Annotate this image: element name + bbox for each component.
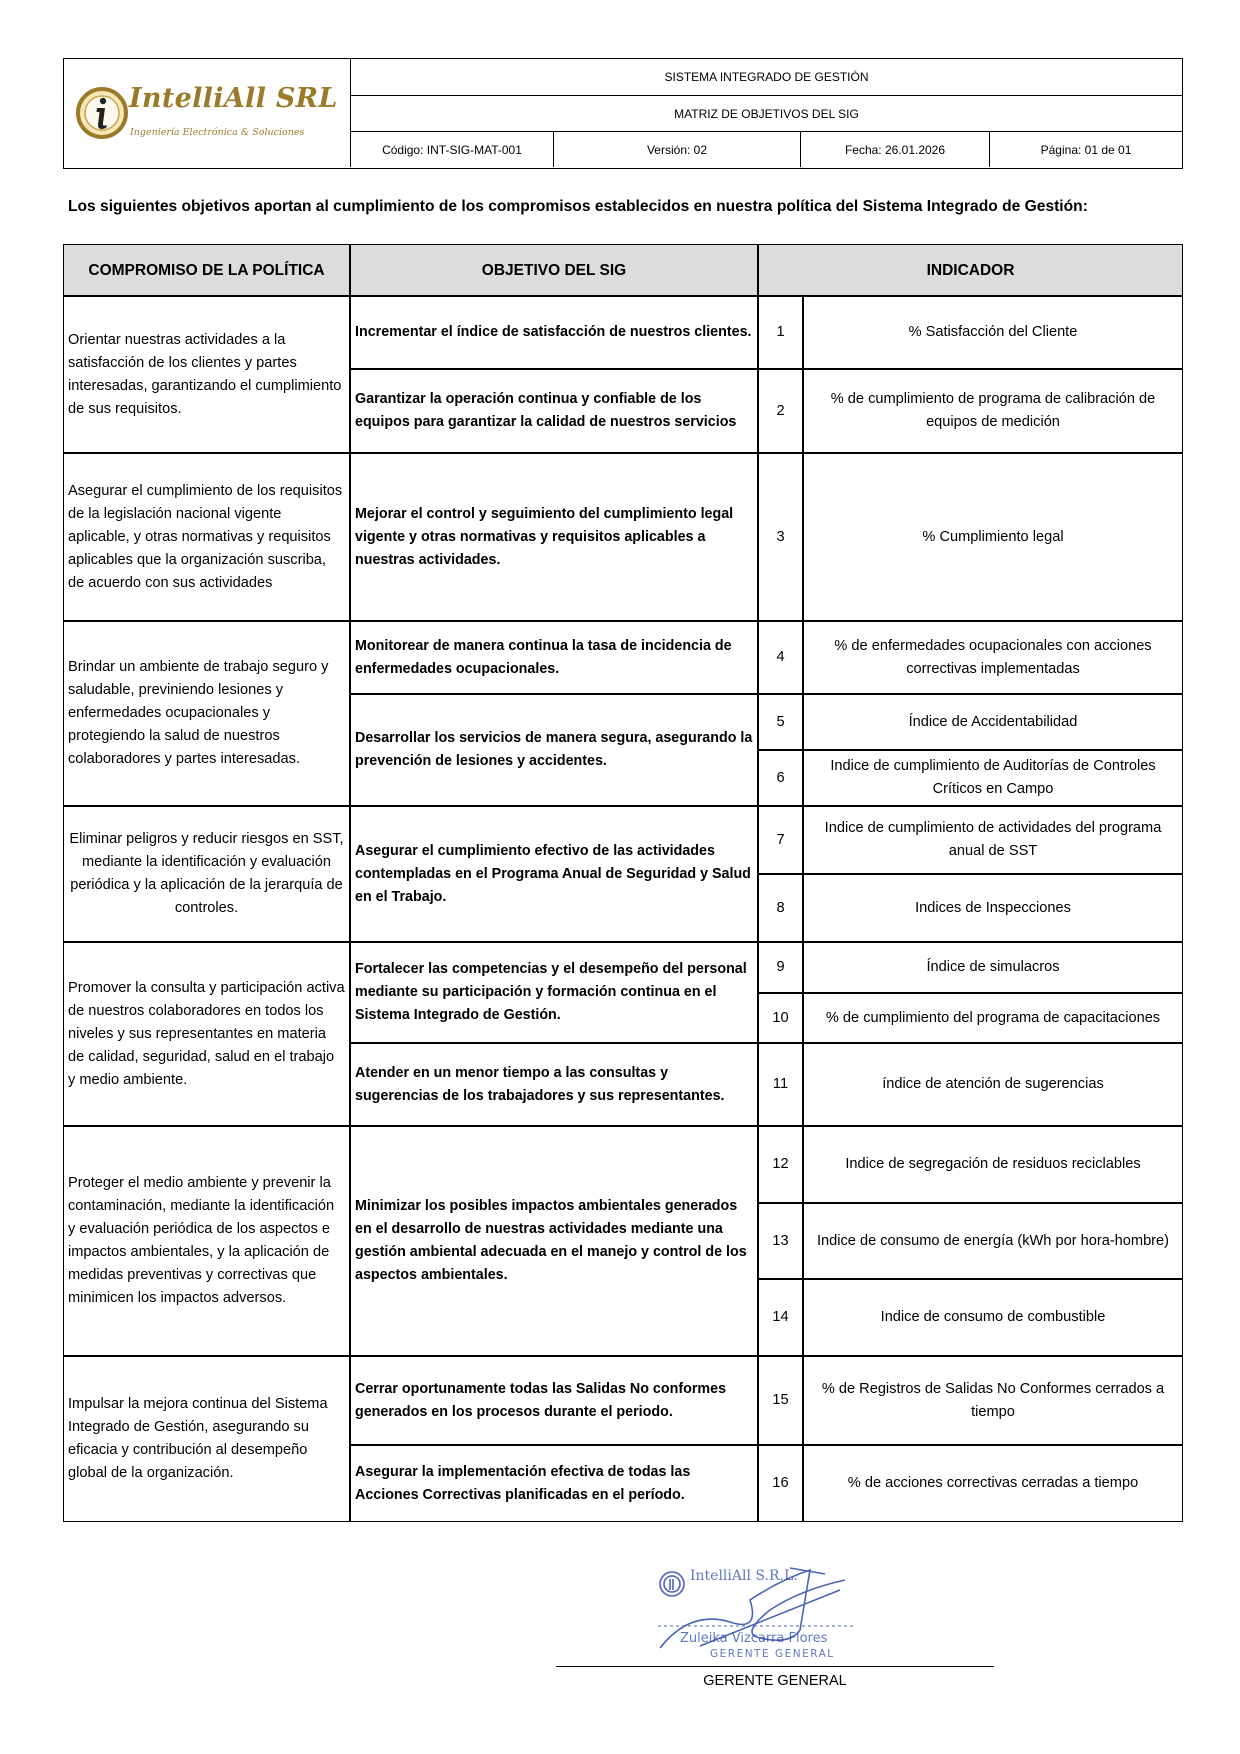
indicator-number: 3 xyxy=(758,453,803,621)
objective-cell: Minimizar los posibles impactos ambientales generados en el desarrollo de nuestras actividades mediante una gestión ambiental adecuada en el manejo y control de los aspectos ambientales. xyxy=(350,1126,758,1356)
indicator-number: 11 xyxy=(758,1043,803,1126)
signature-stamp xyxy=(640,1550,900,1660)
indicator-number: 12 xyxy=(758,1126,803,1203)
indicator-text: Indice de cumplimiento de Auditorías de Controles Críticos en Campo xyxy=(803,750,1183,806)
info-i-logo-icon xyxy=(74,81,134,145)
indicator-text: índice de atención de sugerencias xyxy=(803,1043,1183,1126)
commitment-cell: Impulsar la mejora continua del Sistema Integrado de Gestión, asegurando su eficacia y contribución al desempeño global de la organización. xyxy=(63,1356,350,1522)
indicator-text: % Satisfacción del Cliente xyxy=(803,296,1183,369)
indicator-text: Índice de Accidentabilidad xyxy=(803,694,1183,750)
indicator-text: % de acciones correctivas cerradas a tiempo xyxy=(803,1445,1183,1522)
objective-cell: Cerrar oportunamente todas las Salidas No conformes generados en los procesos durante el periodo. xyxy=(350,1356,758,1445)
indicator-text: Indice de segregación de residuos reciclables xyxy=(803,1126,1183,1203)
indicator-number: 15 xyxy=(758,1356,803,1445)
document-page: Página: 01 de 01 xyxy=(1040,142,1132,157)
logo-name: IntelliAll SRL xyxy=(129,83,338,114)
header-indicator: INDICADOR xyxy=(758,244,1183,296)
indicator-text: % de cumplimiento de programa de calibración de equipos de medición xyxy=(803,369,1183,453)
indicator-text: Indice de consumo de combustible xyxy=(803,1279,1183,1356)
svg-text:IntelliAll S.R.L.: IntelliAll S.R.L. xyxy=(690,1568,798,1584)
indicator-text: % de Registros de Salidas No Conformes cerrados a tiempo xyxy=(803,1356,1183,1445)
svg-text:Zuleika Vizcarra Flores: Zuleika Vizcarra Flores xyxy=(680,1631,828,1646)
indicator-number: 5 xyxy=(758,694,803,750)
logo-tagline: Ingeniería Electrónica & Soluciones xyxy=(130,127,305,138)
document-header xyxy=(63,58,1183,169)
signature-label: GERENTE GENERAL xyxy=(703,1673,847,1689)
commitment-cell: Orientar nuestras actividades a la satisfacción de los clientes y partes interesadas, garantizando el cumplimiento de sus requisitos. xyxy=(63,296,350,453)
objective-cell: Atender en un menor tiempo a las consultas y sugerencias de los trabajadores y sus representantes. xyxy=(350,1043,758,1126)
indicator-number: 13 xyxy=(758,1203,803,1279)
commitment-cell: Asegurar el cumplimiento de los requisitos de la legislación nacional vigente aplicable, y otras normativas y requisitos aplicables que la organización suscriba, de acuerdo con sus actividades xyxy=(63,453,350,621)
document-meta xyxy=(351,132,1182,167)
objective-cell: Asegurar el cumplimiento efectivo de las actividades contempladas en el Programa Anual de Seguridad y Salud en el Trabajo. xyxy=(350,806,758,942)
document-title: MATRIZ DE OBJETIVOS DEL SIG xyxy=(351,96,1182,132)
document-code: Código: INT-SIG-MAT-001 xyxy=(351,132,554,167)
indicator-number: 9 xyxy=(758,942,803,993)
objective-cell: Incrementar el índice de satisfacción de nuestros clientes. xyxy=(350,296,758,369)
objective-cell: Asegurar la implementación efectiva de todas las Acciones Correctivas planificadas en el período. xyxy=(350,1445,758,1522)
commitment-cell: Promover la consulta y participación activa de nuestros colaboradores en todos los niveles y sus representantes en materia de calidad, seguridad, salud en el trabajo y medio ambiente. xyxy=(63,942,350,1126)
indicator-number: 8 xyxy=(758,874,803,942)
indicator-number: 4 xyxy=(758,621,803,694)
indicator-text: % de cumplimiento del programa de capacitaciones xyxy=(803,993,1183,1043)
indicator-number: 1 xyxy=(758,296,803,369)
indicator-number: 6 xyxy=(758,750,803,806)
company-logo xyxy=(64,59,351,167)
header-commitment: COMPROMISO DE LA POLÍTICA xyxy=(63,244,350,296)
indicator-number: 10 xyxy=(758,993,803,1043)
objective-cell: Mejorar el control y seguimiento del cumplimiento legal vigente y otras normativas y requisitos aplicables a nuestras actividades. xyxy=(350,453,758,621)
svg-text:GERENTE GENERAL: GERENTE GENERAL xyxy=(710,1648,835,1660)
objective-cell: Fortalecer las competencias y el desempeño del personal mediante su participación y formación continua en el Sistema Integrado de Gestión. xyxy=(350,942,758,1043)
objective-cell: Monitorear de manera continua la tasa de incidencia de enfermedades ocupacionales. xyxy=(350,621,758,694)
indicator-number: 14 xyxy=(758,1279,803,1356)
signature-line xyxy=(556,1666,994,1667)
indicator-text: Indices de Inspecciones xyxy=(803,874,1183,942)
indicator-text: Indice de cumplimiento de actividades del programa anual de SST xyxy=(803,806,1183,874)
document-version: Versión: 02 xyxy=(554,132,801,167)
indicator-text: % de enfermedades ocupacionales con acciones correctivas implementadas xyxy=(803,621,1183,694)
objectives-matrix-table xyxy=(63,244,1183,1522)
objective-cell: Garantizar la operación continua y confiable de los equipos para garantizar la calidad de nuestros servicios xyxy=(350,369,758,453)
indicator-number: 7 xyxy=(758,806,803,874)
intro-text: Los siguientes objetivos aportan al cumplimiento de los compromisos establecidos en nuestra política del Sistema Integrado de Gestión: xyxy=(68,198,1088,215)
indicator-number: 16 xyxy=(758,1445,803,1522)
document-date: Fecha: 26.01.2026 xyxy=(801,132,990,167)
system-title: SISTEMA INTEGRADO DE GESTIÓN xyxy=(351,59,1182,96)
indicator-text: % Cumplimiento legal xyxy=(803,453,1183,621)
commitment-cell: Eliminar peligros y reducir riesgos en SST, mediante la identificación y evaluación periódica y la aplicación de la jerarquía de controles. xyxy=(63,806,350,942)
indicator-number: 2 xyxy=(758,369,803,453)
commitment-cell: Proteger el medio ambiente y prevenir la contaminación, mediante la identificación y evaluación periódica de los aspectos e impactos ambientales, y la aplicación de medidas preventivas y correctivas que minimicen los impactos adversos. xyxy=(63,1126,350,1356)
objective-cell: Desarrollar los servicios de manera segura, asegurando la prevención de lesiones y accidentes. xyxy=(350,694,758,806)
commitment-cell: Brindar un ambiente de trabajo seguro y saludable, previniendo lesiones y enfermedades ocupacionales y protegiendo la salud de nuestros colaboradores y partes interesadas. xyxy=(63,621,350,806)
indicator-text: Índice de simulacros xyxy=(803,942,1183,993)
signature-stamp-graphic xyxy=(640,1550,900,1660)
indicator-text: Indice de consumo de energía (kWh por hora-hombre) xyxy=(803,1203,1183,1279)
header-objective: OBJETIVO DEL SIG xyxy=(350,244,758,296)
